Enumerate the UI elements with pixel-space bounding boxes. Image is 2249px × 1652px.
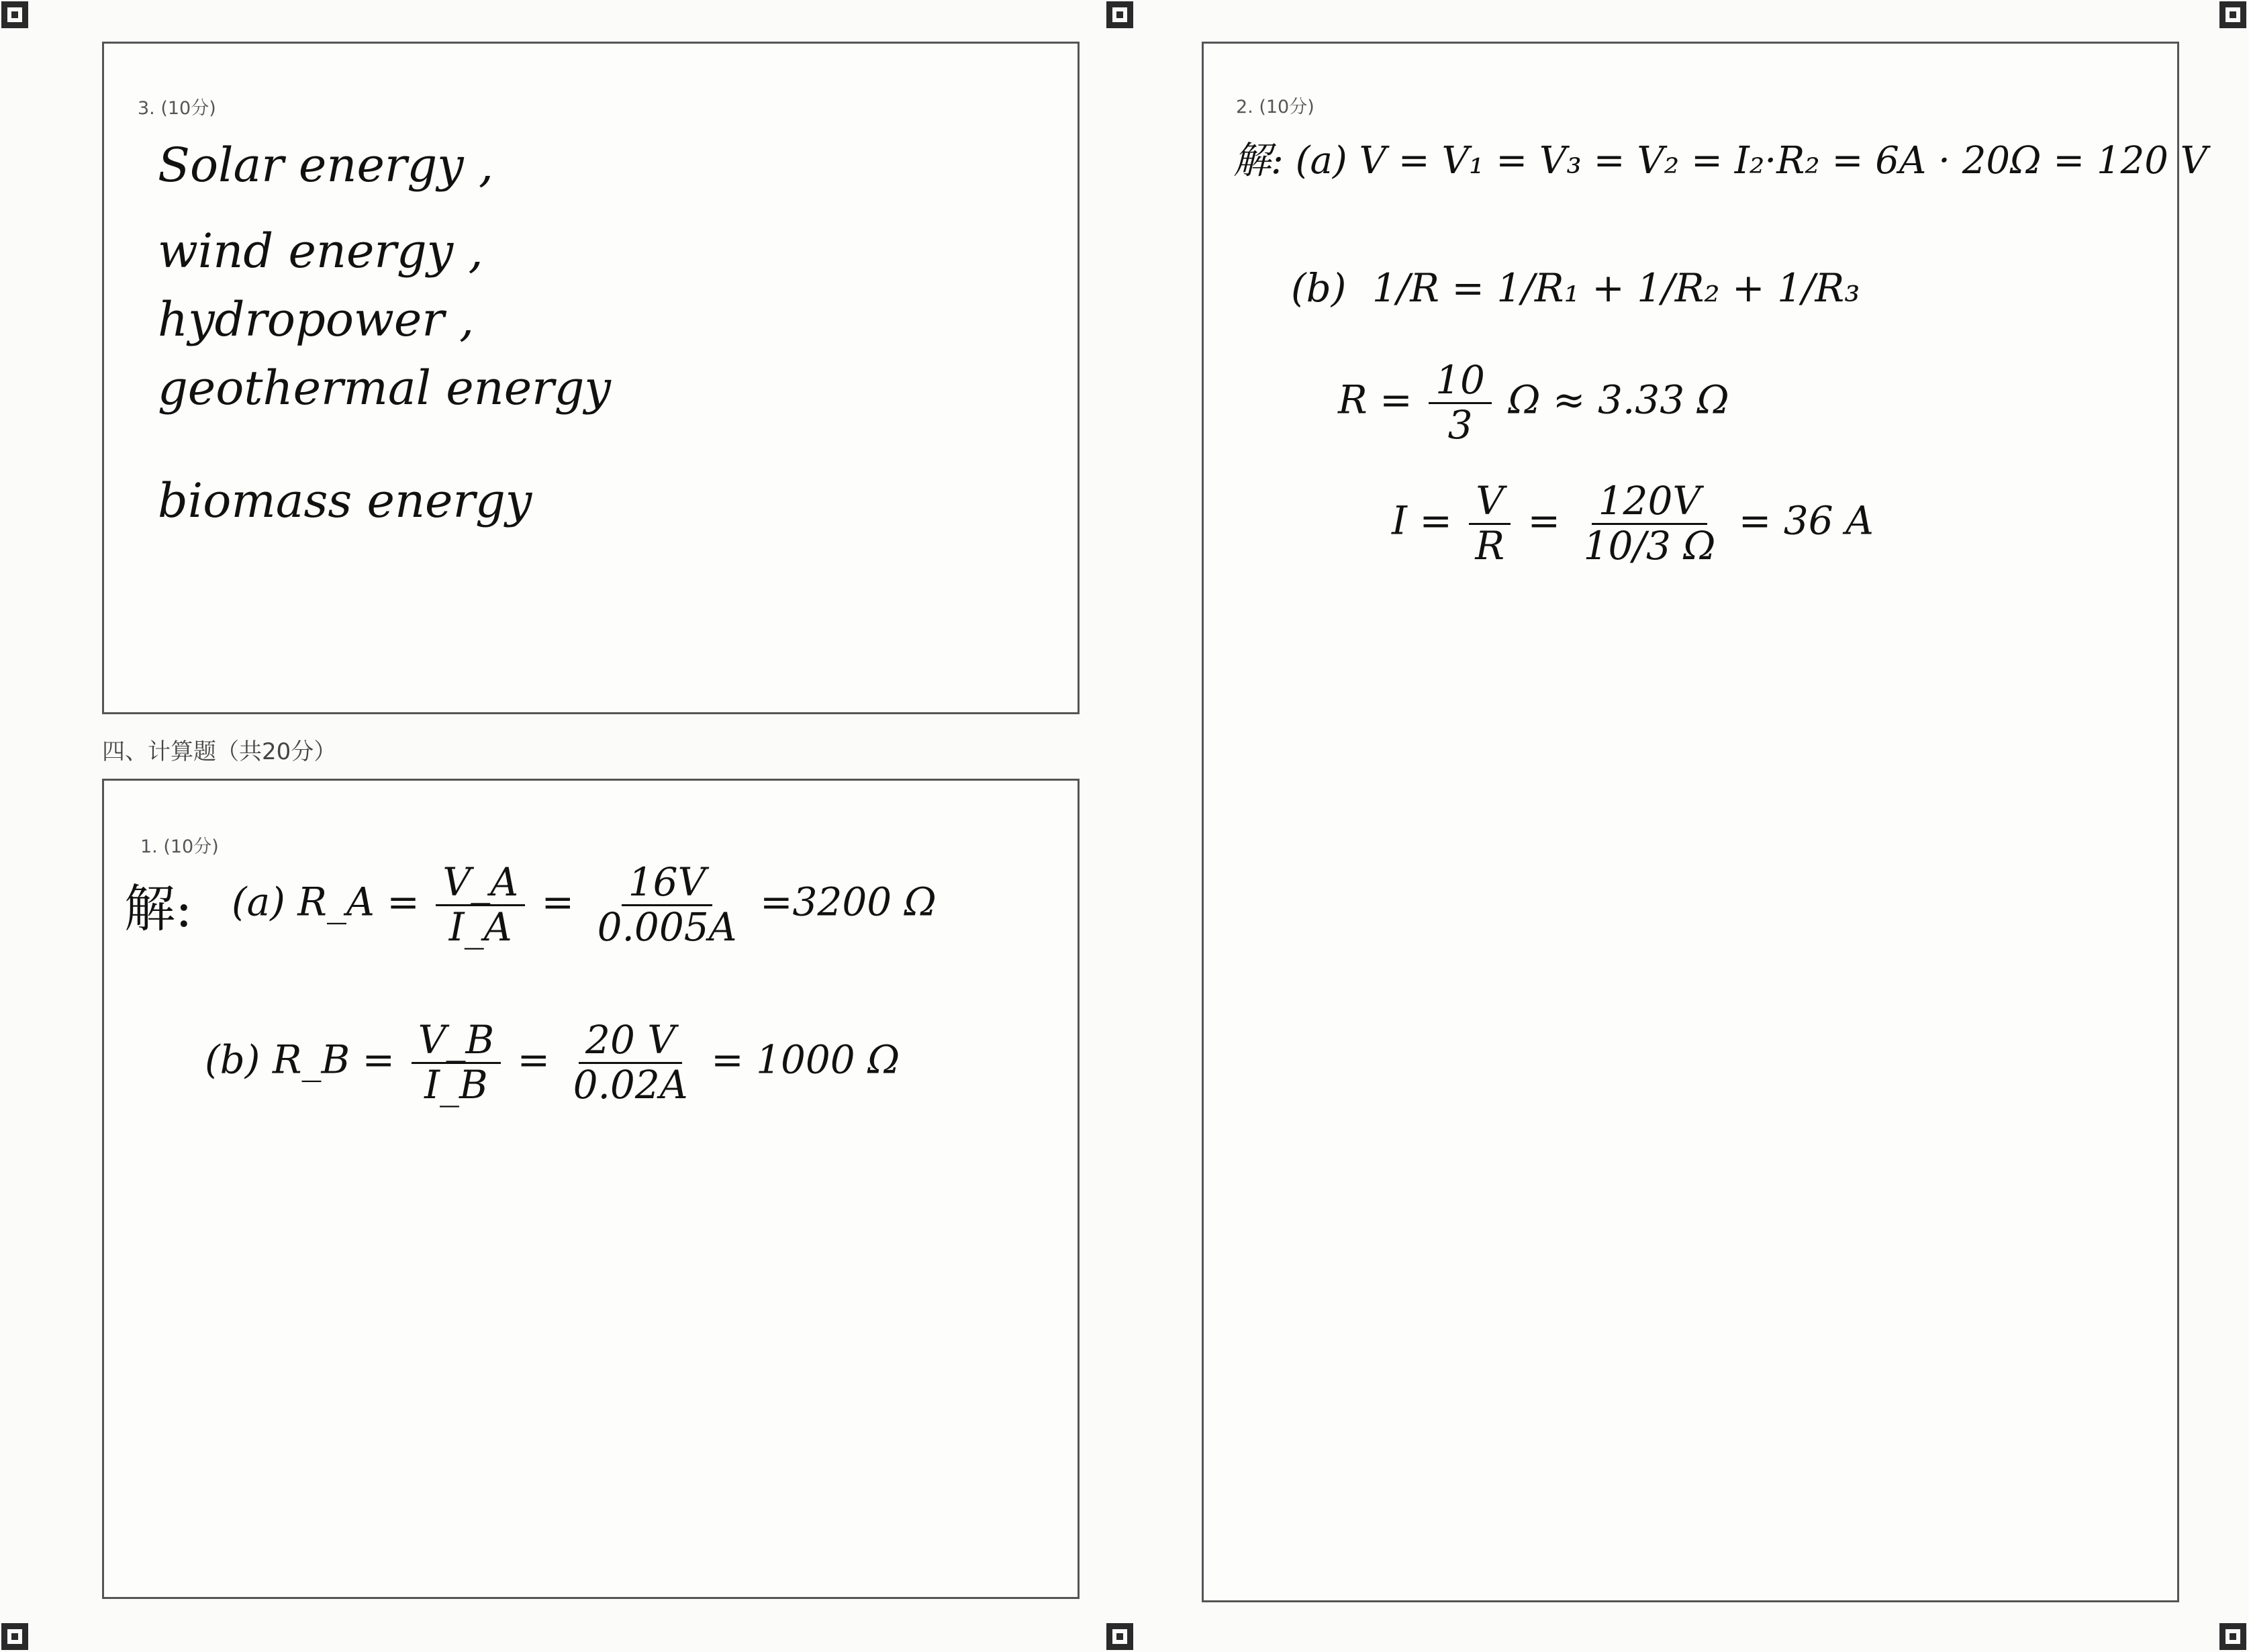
- denominator: 10/3 Ω: [1583, 522, 1716, 569]
- denominator: 3: [1447, 401, 1473, 448]
- corner-marker: [1106, 1, 1133, 28]
- answer-box-q3: [102, 42, 1080, 714]
- question-label: 2. (10分): [1236, 97, 1314, 117]
- answer-box-q2: [1202, 42, 2208, 1602]
- denominator: 0.005A: [597, 904, 737, 950]
- equation-a: 解: (a) V = V₁ = V₃ = V₂ = I₂·R₂ = 6A · 20Ω = 120 V: [1233, 139, 2208, 183]
- numerator: V: [1469, 480, 1511, 525]
- answer-line: geothermal energy: [158, 360, 611, 416]
- fraction: [412, 1019, 501, 1107]
- equation-b: [1291, 265, 1860, 311]
- fraction: [1577, 480, 1723, 568]
- equation-a: [232, 861, 937, 949]
- answer-line: hydropower ,: [158, 292, 475, 347]
- numerator: V_B: [412, 1019, 501, 1064]
- numerator: 16V: [622, 861, 713, 906]
- equation-result: = 36 A: [1738, 497, 1874, 544]
- parallel-resistance-formula: 1/R = 1/R₁ + 1/R₂ + 1/R₃: [1372, 265, 1860, 311]
- equals-sign: =: [517, 1036, 551, 1083]
- equation-b: [205, 1019, 900, 1107]
- numerator: 20 V: [579, 1019, 682, 1064]
- equals-sign: =: [541, 879, 575, 925]
- question-label: 1. (10分): [140, 836, 219, 857]
- fraction: [567, 1019, 695, 1107]
- corner-marker: [1, 1623, 28, 1650]
- section-title: 四、计算题（共20分）: [102, 738, 337, 765]
- denominator: I_B: [424, 1061, 488, 1108]
- answer-box-q1: [102, 779, 1080, 1599]
- corner-marker: [1106, 1623, 1133, 1650]
- current-result: [1392, 480, 1874, 568]
- equation-prefix: (b) R_B =: [205, 1036, 395, 1083]
- equation-prefix: (b): [1291, 265, 1347, 311]
- answer-line: biomass energy: [158, 473, 532, 528]
- answer-line: Solar energy ,: [158, 138, 494, 193]
- fraction: [1468, 480, 1511, 568]
- numerator: V_A: [436, 861, 525, 906]
- denominator: 0.02A: [573, 1061, 688, 1108]
- corner-marker: [2219, 1, 2246, 28]
- equation-result: = 1000 Ω: [711, 1036, 900, 1083]
- fraction: [1429, 359, 1492, 447]
- denominator: I_A: [448, 904, 512, 950]
- fraction: [436, 861, 525, 949]
- resistance-result: [1338, 359, 1729, 447]
- solution-mark: 解:: [124, 879, 193, 938]
- equation-prefix: R =: [1338, 377, 1413, 423]
- equals-sign: =: [1527, 497, 1561, 544]
- corner-marker: [1, 1, 28, 28]
- equation-result: =3200 Ω: [759, 879, 937, 925]
- numerator: 10: [1429, 359, 1492, 404]
- equation-prefix: I =: [1392, 497, 1452, 544]
- numerator: 120V: [1592, 480, 1708, 525]
- equation-result: Ω ≈ 3.33 Ω: [1508, 377, 1729, 423]
- corner-marker: [2219, 1623, 2246, 1650]
- fraction: [591, 861, 744, 949]
- equation-prefix: (a) R_A =: [232, 879, 420, 925]
- question-label: 3. (10分): [138, 98, 216, 119]
- denominator: R: [1475, 522, 1505, 569]
- answer-line: wind energy ,: [158, 224, 483, 279]
